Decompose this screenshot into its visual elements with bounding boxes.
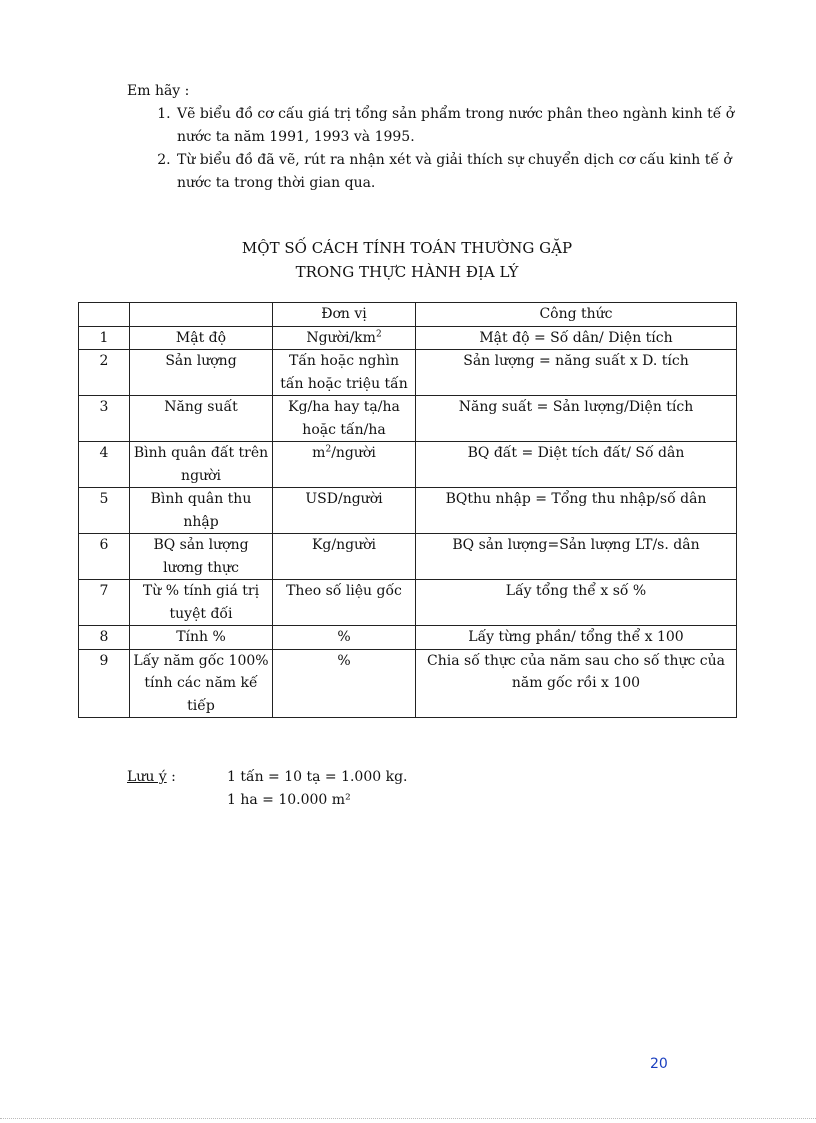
row-no: 4 bbox=[79, 442, 130, 488]
row-name: Lấy năm gốc 100% tính các năm kế tiếp bbox=[130, 649, 273, 718]
table-row bbox=[79, 534, 737, 580]
table-row bbox=[79, 488, 737, 534]
heading-line-2: TRONG THỰC HÀNH ĐỊA LÝ bbox=[295, 263, 519, 281]
row-formula: BQ sản lượng=Sản lượng LT/s. dân bbox=[416, 534, 737, 580]
row-formula: Sản lượng = năng suất x D. tích bbox=[416, 350, 737, 396]
section-heading bbox=[78, 236, 736, 284]
table-row bbox=[79, 396, 737, 442]
exercise-prompt bbox=[127, 80, 747, 195]
row-unit: USD/người bbox=[273, 488, 416, 534]
row-no: 3 bbox=[79, 396, 130, 442]
row-unit: % bbox=[273, 626, 416, 650]
row-no: 5 bbox=[79, 488, 130, 534]
row-formula: Mật độ = Số dân/ Diện tích bbox=[416, 326, 737, 350]
table-header-row bbox=[79, 303, 737, 327]
row-formula: Lấy từng phần/ tổng thể x 100 bbox=[416, 626, 737, 650]
table-row bbox=[79, 442, 737, 488]
header-formula: Công thức bbox=[416, 303, 737, 327]
table-row bbox=[79, 649, 737, 718]
row-formula: Năng suất = Sản lượng/Diện tích bbox=[416, 396, 737, 442]
note-line-1: 1 tấn = 10 tạ = 1.000 kg. bbox=[227, 769, 408, 785]
page-number: 20 bbox=[650, 1056, 668, 1072]
row-unit: $m^2$/người bbox=[273, 442, 416, 488]
row-name: Tính % bbox=[130, 626, 273, 650]
row-name: Mật độ bbox=[130, 326, 273, 350]
row-unit: Tấn hoặc nghìn tấn hoặc triệu tấn bbox=[273, 350, 416, 396]
exercise-item-2: 2. Từ biểu đồ đã vẽ, rút ra nhận xét và giải thích sự chuyển dịch cơ cấu kinh tế ở nước ta trong thời gian qua. bbox=[175, 149, 747, 195]
header-unit: Đơn vị bbox=[273, 303, 416, 327]
row-formula: BQthu nhập = Tổng thu nhập/số dân bbox=[416, 488, 737, 534]
row-unit: Theo số liệu gốc bbox=[273, 580, 416, 626]
row-no: 8 bbox=[79, 626, 130, 650]
row-name: Sản lượng bbox=[130, 350, 273, 396]
row-unit: Kg/ha hay tạ/ha hoặc tấn/ha bbox=[273, 396, 416, 442]
page-bottom-divider bbox=[0, 1118, 816, 1119]
formula-table bbox=[78, 302, 737, 718]
exercise-lead: Em hãy : bbox=[127, 83, 190, 99]
heading-line-1: MỘT SỐ CÁCH TÍNH TOÁN THƯỜNG GẶP bbox=[241, 239, 573, 257]
note-line-2: 1 ha = 10.000 m² bbox=[227, 792, 351, 808]
table-row bbox=[79, 580, 737, 626]
row-formula: Lấy tổng thể x số % bbox=[416, 580, 737, 626]
table-row bbox=[79, 326, 737, 350]
row-no: 7 bbox=[79, 580, 130, 626]
table-row bbox=[79, 626, 737, 650]
row-no: 1 bbox=[79, 326, 130, 350]
row-unit: Kg/người bbox=[273, 534, 416, 580]
exercise-item-1: 1. Vẽ biểu đồ cơ cấu giá trị tổng sản phẩm trong nước phân theo ngành kinh tế ở nước ta năm 1991, 1993 và 1995. bbox=[175, 103, 747, 149]
row-no: 2 bbox=[79, 350, 130, 396]
row-unit: % bbox=[273, 649, 416, 718]
row-no: 9 bbox=[79, 649, 130, 718]
note-label: Lưu ý : bbox=[127, 769, 176, 785]
row-formula: Chia số thực của năm sau cho số thực của năm gốc rồi x 100 bbox=[416, 649, 737, 718]
header-name bbox=[130, 303, 273, 327]
row-name: Từ % tính giá trị tuyệt đối bbox=[130, 580, 273, 626]
table-row bbox=[79, 350, 737, 396]
row-name: BQ sản lượng lương thực bbox=[130, 534, 273, 580]
exercise-list bbox=[127, 103, 747, 195]
row-no: 6 bbox=[79, 534, 130, 580]
header-no bbox=[79, 303, 130, 327]
row-formula: BQ đất = Diệt tích đất/ Số dân bbox=[416, 442, 737, 488]
row-name: Bình quân đất trên người bbox=[130, 442, 273, 488]
row-name: Bình quân thu nhập bbox=[130, 488, 273, 534]
row-unit: Người/$km^2$ bbox=[273, 326, 416, 350]
row-name: Năng suất bbox=[130, 396, 273, 442]
